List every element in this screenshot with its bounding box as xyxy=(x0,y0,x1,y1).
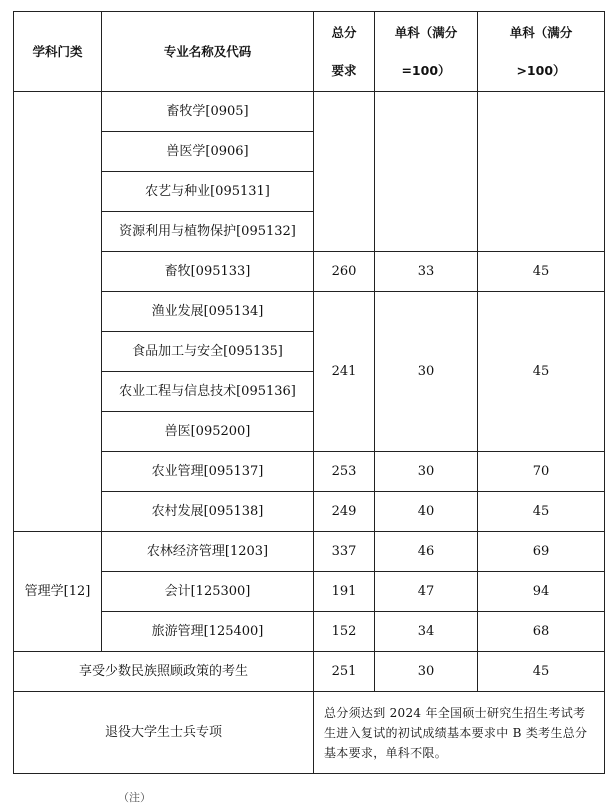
total-cell xyxy=(314,92,375,252)
header-single-over-line2: >100） xyxy=(516,62,566,78)
single-100-cell: 30 xyxy=(375,452,478,492)
single-over-cell: 45 xyxy=(478,292,605,452)
total-cell: 152 xyxy=(314,612,375,652)
single-100-cell: 40 xyxy=(375,492,478,532)
table-row xyxy=(14,92,605,132)
single-100-cell: 30 xyxy=(375,292,478,452)
total-cell: 191 xyxy=(314,572,375,612)
single-over-cell: 69 xyxy=(478,532,605,572)
single-over-cell: 68 xyxy=(478,612,605,652)
footnote-fragment: （注） xyxy=(118,791,151,804)
single-over-cell: 45 xyxy=(478,652,605,692)
major-cell: 兽医学[0906] xyxy=(102,132,314,172)
header-row xyxy=(14,12,605,92)
major-cell: 农业工程与信息技术[095136] xyxy=(102,372,314,412)
table-row xyxy=(14,252,605,292)
header-major: 专业名称及代码 xyxy=(102,12,314,92)
header-single-over xyxy=(478,12,605,92)
single-100-cell: 47 xyxy=(375,572,478,612)
category-cell-management: 管理学[12] xyxy=(14,532,102,652)
table-row xyxy=(14,292,605,332)
minority-label: 享受少数民族照顾政策的考生 xyxy=(14,652,314,692)
major-cell: 畜牧学[0905] xyxy=(102,92,314,132)
single-over-cell: 70 xyxy=(478,452,605,492)
header-total-line2: 要求 xyxy=(331,62,357,78)
major-cell: 渔业发展[095134] xyxy=(102,292,314,332)
veteran-label: 退役大学生士兵专项 xyxy=(14,692,314,774)
major-cell: 农林经济管理[1203] xyxy=(102,532,314,572)
table-row xyxy=(14,572,605,612)
admission-score-table xyxy=(13,11,605,774)
veteran-note: 总分须达到 2024 年全国硕士研究生招生考试考生进入复试的初试成绩基本要求中 B 类考生总分基本要求，单科不限。 xyxy=(314,692,605,774)
total-cell: 241 xyxy=(314,292,375,452)
total-cell: 260 xyxy=(314,252,375,292)
header-total-line1: 总分 xyxy=(331,24,357,40)
header-single-100 xyxy=(375,12,478,92)
single-100-cell xyxy=(375,92,478,252)
major-cell: 农业管理[095137] xyxy=(102,452,314,492)
single-over-cell: 45 xyxy=(478,252,605,292)
header-single-over-line1: 单科（满分 xyxy=(509,24,573,40)
major-cell: 农村发展[095138] xyxy=(102,492,314,532)
header-single-100-line1: 单科（满分 xyxy=(394,24,458,40)
single-100-cell: 34 xyxy=(375,612,478,652)
single-over-cell xyxy=(478,92,605,252)
major-cell: 农艺与种业[095131] xyxy=(102,172,314,212)
minority-row xyxy=(14,652,605,692)
major-cell: 旅游管理[125400] xyxy=(102,612,314,652)
table-row xyxy=(14,532,605,572)
category-cell-agriculture xyxy=(14,92,102,532)
major-cell: 畜牧[095133] xyxy=(102,252,314,292)
major-cell: 食品加工与安全[095135] xyxy=(102,332,314,372)
table-row xyxy=(14,612,605,652)
total-cell: 249 xyxy=(314,492,375,532)
single-100-cell: 46 xyxy=(375,532,478,572)
total-cell: 253 xyxy=(314,452,375,492)
header-single-100-line2: =100） xyxy=(401,62,451,78)
major-cell: 兽医[095200] xyxy=(102,412,314,452)
veteran-row xyxy=(14,692,605,774)
single-100-cell: 30 xyxy=(375,652,478,692)
major-cell: 会计[125300] xyxy=(102,572,314,612)
single-over-cell: 94 xyxy=(478,572,605,612)
major-cell: 资源利用与植物保护[095132] xyxy=(102,212,314,252)
total-cell: 337 xyxy=(314,532,375,572)
table-row xyxy=(14,492,605,532)
single-over-cell: 45 xyxy=(478,492,605,532)
table-row xyxy=(14,452,605,492)
single-100-cell: 33 xyxy=(375,252,478,292)
header-total xyxy=(314,12,375,92)
total-cell: 251 xyxy=(314,652,375,692)
header-category: 学科门类 xyxy=(14,12,102,92)
